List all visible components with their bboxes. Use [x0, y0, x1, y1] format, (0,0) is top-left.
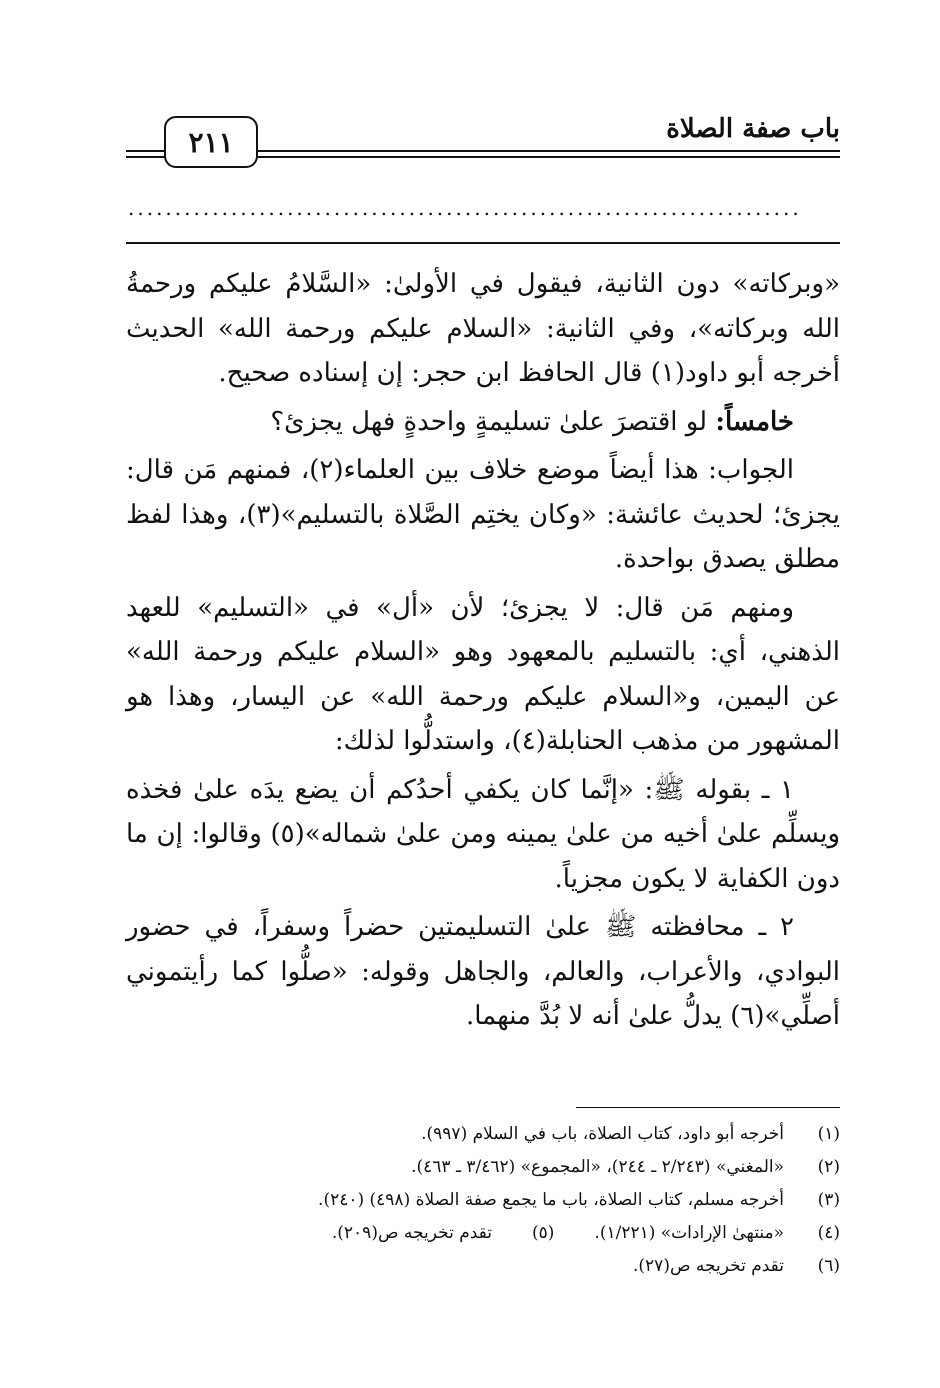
section-label: خامساً: [715, 406, 794, 437]
footnote [126, 1250, 840, 1283]
footnote-text: تقدم تخريجه ص(٢٧). [633, 1256, 784, 1276]
page-number: ٢١١ [188, 125, 234, 159]
paragraph-2 [126, 400, 840, 445]
footnotes [126, 1118, 840, 1283]
footnote [126, 1184, 840, 1217]
footnote-text: أخرجه أبو داود، كتاب الصلاة، باب في السلام (٩٩٧). [421, 1124, 784, 1144]
running-title: باب صفة الصلاة [666, 114, 840, 144]
footnote-number: (١) [817, 1124, 840, 1144]
dotted-separator: ........................................................................ [128, 196, 802, 220]
footnote-number: (٣) [817, 1190, 840, 1210]
footnote-text-5: تقدم تخريجه ص(٢٠٩). [331, 1223, 492, 1243]
footnote-text [126, 1217, 784, 1250]
paragraph-5: ١ ـ بقوله ﷺ: «إنَّما كان يكفي أحدُكم أن يضع يدَه علىٰ فخذه ويسلِّم علىٰ أخيه من علىٰ يمينه ومن علىٰ شماله»(٥) وقالوا: إن ما دون الكفاية لا يكون مجزياً. [126, 774, 840, 894]
text-top-rule [126, 242, 840, 244]
footnote [126, 1217, 840, 1250]
paragraph-3: الجواب: هذا أيضاً موضع خلاف بين العلماء(٢)، فمنهم مَن قال: يجزئ؛ لحديث عائشة: «وكان يختِم الصَّلاة بالتسليم»(٣)، وهذا لفظ مطلق يصدق بواحدة. [126, 455, 840, 574]
footnote [126, 1118, 840, 1151]
footnote-text: أخرجه مسلم، كتاب الصلاة، باب ما يجمع صفة الصلاة (٤٩٨) (٢٤٠). [318, 1190, 784, 1210]
paragraph-6: ٢ ـ محافظته ﷺ علىٰ التسليمتين حضراً وسفراً، في حضور البوادي، والأعراب، والعالم، والجاهل وقوله: «صلُّوا كما رأيتموني أصلِّي»(٦) يدلُّ علىٰ أنه لا بُدَّ منهما. [126, 912, 840, 1031]
footnote-number: (٢) [817, 1157, 840, 1177]
paragraph-4: ومنهم مَن قال: لا يجزئ؛ لأن «أل» في «التسليم» للعهد الذهني، أي: بالتسليم بالمعهود وهو «السلام عليكم ورحمة الله» عن اليمين، و«السلام عليكم ورحمة الله» عن اليسار، وهذا هو المشهور من مذهب الحنابلة(٤)، واستدلُّوا لذلك: [126, 592, 840, 756]
footnote-number: (٦) [817, 1256, 840, 1276]
question-text: لو اقتصرَ علىٰ تسليمةٍ واحدةٍ فهل يجزئ؟ [270, 406, 716, 437]
footnote-text: «المغني» (٢/٢٤٣ ـ ٢٤٤)، «المجموع» (٣/٤٦٢ ـ ٤٦٣). [411, 1157, 784, 1177]
footnote-number-5: (٥) [532, 1223, 555, 1243]
footnote [126, 1151, 840, 1184]
main-text [126, 262, 840, 1043]
page-number-box [164, 116, 258, 168]
footnote-text-4: «منتهىٰ الإرادات» (١/٢٢١). [594, 1223, 784, 1243]
footnote-rule [576, 1107, 840, 1108]
paragraph-1: «وبركاته» دون الثانية، فيقول في الأولىٰ: «السَّلامُ عليكم ورحمةُ الله وبركاته»، وفي الثانية: «السلام عليكم ورحمة الله» الحديث أخرجه أبو داود(١) قال الحافظ ابن حجر: إن إسناده صحيح. [126, 269, 840, 388]
footnote-number: (٤) [817, 1223, 840, 1243]
page-header [126, 108, 840, 168]
